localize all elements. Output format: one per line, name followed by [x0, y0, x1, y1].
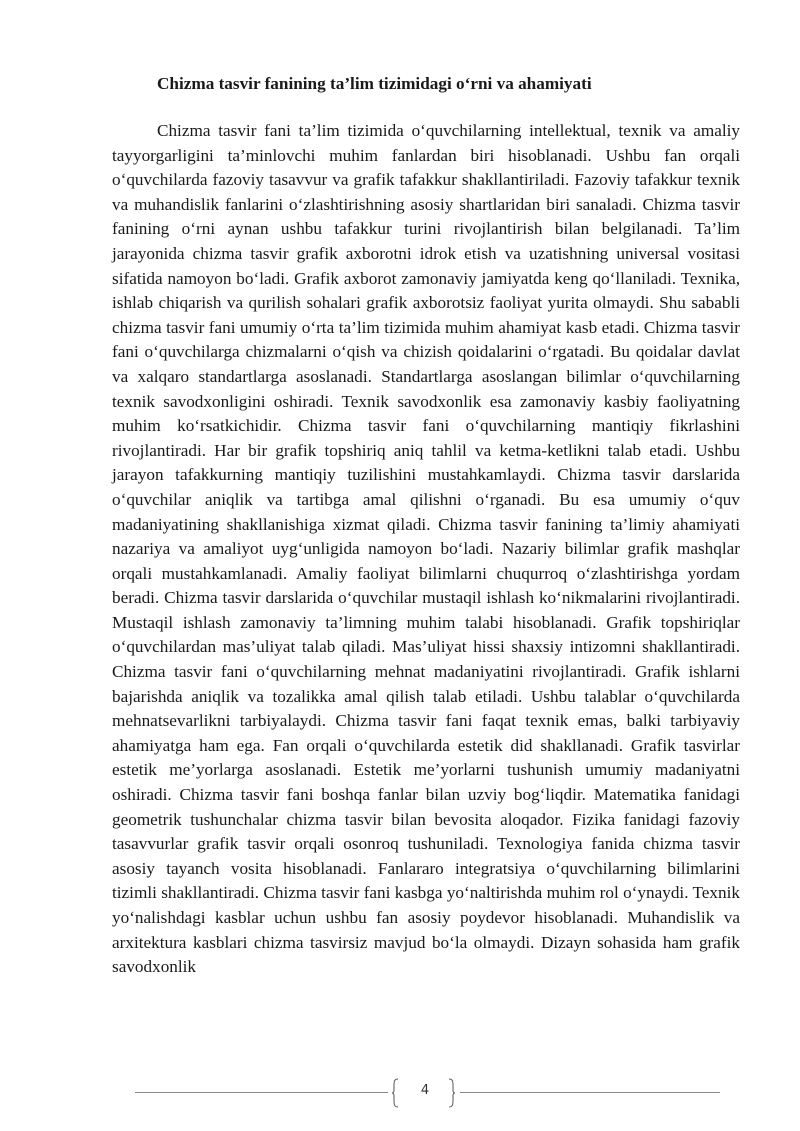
- footer-rule-right: [460, 1092, 720, 1093]
- footer-rule-left: [135, 1092, 388, 1093]
- document-title: Chizma tasvir fanining ta’lim tizimidagi o‘rni va ahamiyati: [157, 74, 592, 93]
- page-footer: [135, 1078, 720, 1108]
- left-brace-icon: [391, 1078, 399, 1108]
- page-number: 4: [420, 1083, 430, 1098]
- right-brace-icon: [448, 1078, 456, 1108]
- body-paragraph: Chizma tasvir fani ta’lim tizimida o‘quvchilarning intellektual, texnik va amaliy tayyorgarligini ta’minlovchi muhim fanlardan biri hisoblanadi. Ushbu fan orqali o‘quvchilarda fazoviy tasavvur va grafik tafakkur shakllantiriladi. Fazoviy tafakkur texnik va muhandislik fanlarini o‘zlashtirishning asosiy shartlaridan biri sanaladi. Chizma tasvir fanining o‘rni aynan ushbu tafakkur turini rivojlantirish bilan belgilanadi. Ta’lim jarayonida chizma tasvir grafik axborotni idrok etish va uzatishning universal vositasi sifatida namoyon bo‘ladi. Grafik axborot zamonaviy jamiyatda keng qo‘llaniladi. Texnika, ishlab chiqarish va qurilish sohalari grafik axborotsiz faoliyat yurita olmaydi. Shu sababli chizma tasvir fani umumiy o‘rta ta’lim tizimida muhim ahamiyat kasb etadi. Chizma tasvir fani o‘quvchilarga chizmalarni o‘qish va chizish qoidalarini o‘rgatadi. Bu qoidalar davlat va xalqaro standartlarga asoslanadi. Standartlarga asoslangan bilimlar o‘quvchilarning texnik savodxonligini oshiradi. Texnik savodxonlik esa zamonaviy kasbiy faoliyatning muhim ko‘rsatkichidir. Chizma tasvir fani o‘quvchilarning mantiqiy fikrlashini rivojlantiradi. Har bir grafik topshiriq aniq tahlil va ketma-ketlikni talab etadi. Ushbu jarayon tafakkurning mantiqiy tuzilishini mustahkamlaydi. Chizma tasvir darslarida o‘quvchilar aniqlik va tartibga amal qilishni o‘rganadi. Bu esa umumiy o‘quv madaniyatining shakllanishiga xizmat qiladi. Chizma tasvir fanining ta’limiy ahamiyati nazariya va amaliyot uyg‘unligida namoyon bo‘ladi. Nazariy bilimlar grafik mashqlar orqali mustahkamlanadi. Amaliy faoliyat bilimlarni chuqurroq o‘zlashtirishga yordam beradi. Chizma tasvir darslarida o‘quvchilar mustaqil ishlash ko‘nikmalarini rivojlantiradi. Mustaqil ishlash zamonaviy ta’limning muhim talabi hisoblanadi. Grafik topshiriqlar o‘quvchilardan mas’uliyat talab qiladi. Mas’uliyat hissi shaxsiy intizomni shakllantiradi. Chizma tasvir fani o‘quvchilarning mehnat madaniyatini rivojlantiradi. Grafik ishlarni bajarishda aniqlik va tozalikka amal qilish talab etiladi. Ushbu talablar o‘quvchilarda mehnatsevarlikni tarbiyalaydi. Chizma tasvir fani faqat texnik emas, balki tarbiyaviy ahamiyatga ham ega. Fan orqali o‘quvchilarda estetik did shakllanadi. Grafik tasvirlar estetik me’yorlarga asoslanadi. Estetik me’yorlarni tushunish umumiy madaniyatni oshiradi. Chizma tasvir fani boshqa fanlar bilan uzviy bog‘liqdir. Matematika fanidagi geometrik tushunchalar chizma tasvir bilan bevosita aloqador. Fizika fanidagi fazoviy tasavvurlar grafik tasvir orqali osonroq tushuniladi. Texnologiya fanida chizma tasvir asosiy tayanch vosita hisoblanadi. Fanlararo integratsiya o‘quvchilarning bilimlarini tizimli shakllantiradi. Chizma tasvir fani kasbga yo‘naltirishda muhim rol o‘ynaydi. Texnik yo‘nalishdagi kasblar uchun ushbu fan asosiy poydevor hisoblanadi. Muhandislik va arxitektura kasblari chizma tasvirsiz mavjud bo‘la olmaydi. Dizayn sohasida ham grafik savodxonlik: [112, 121, 740, 977]
